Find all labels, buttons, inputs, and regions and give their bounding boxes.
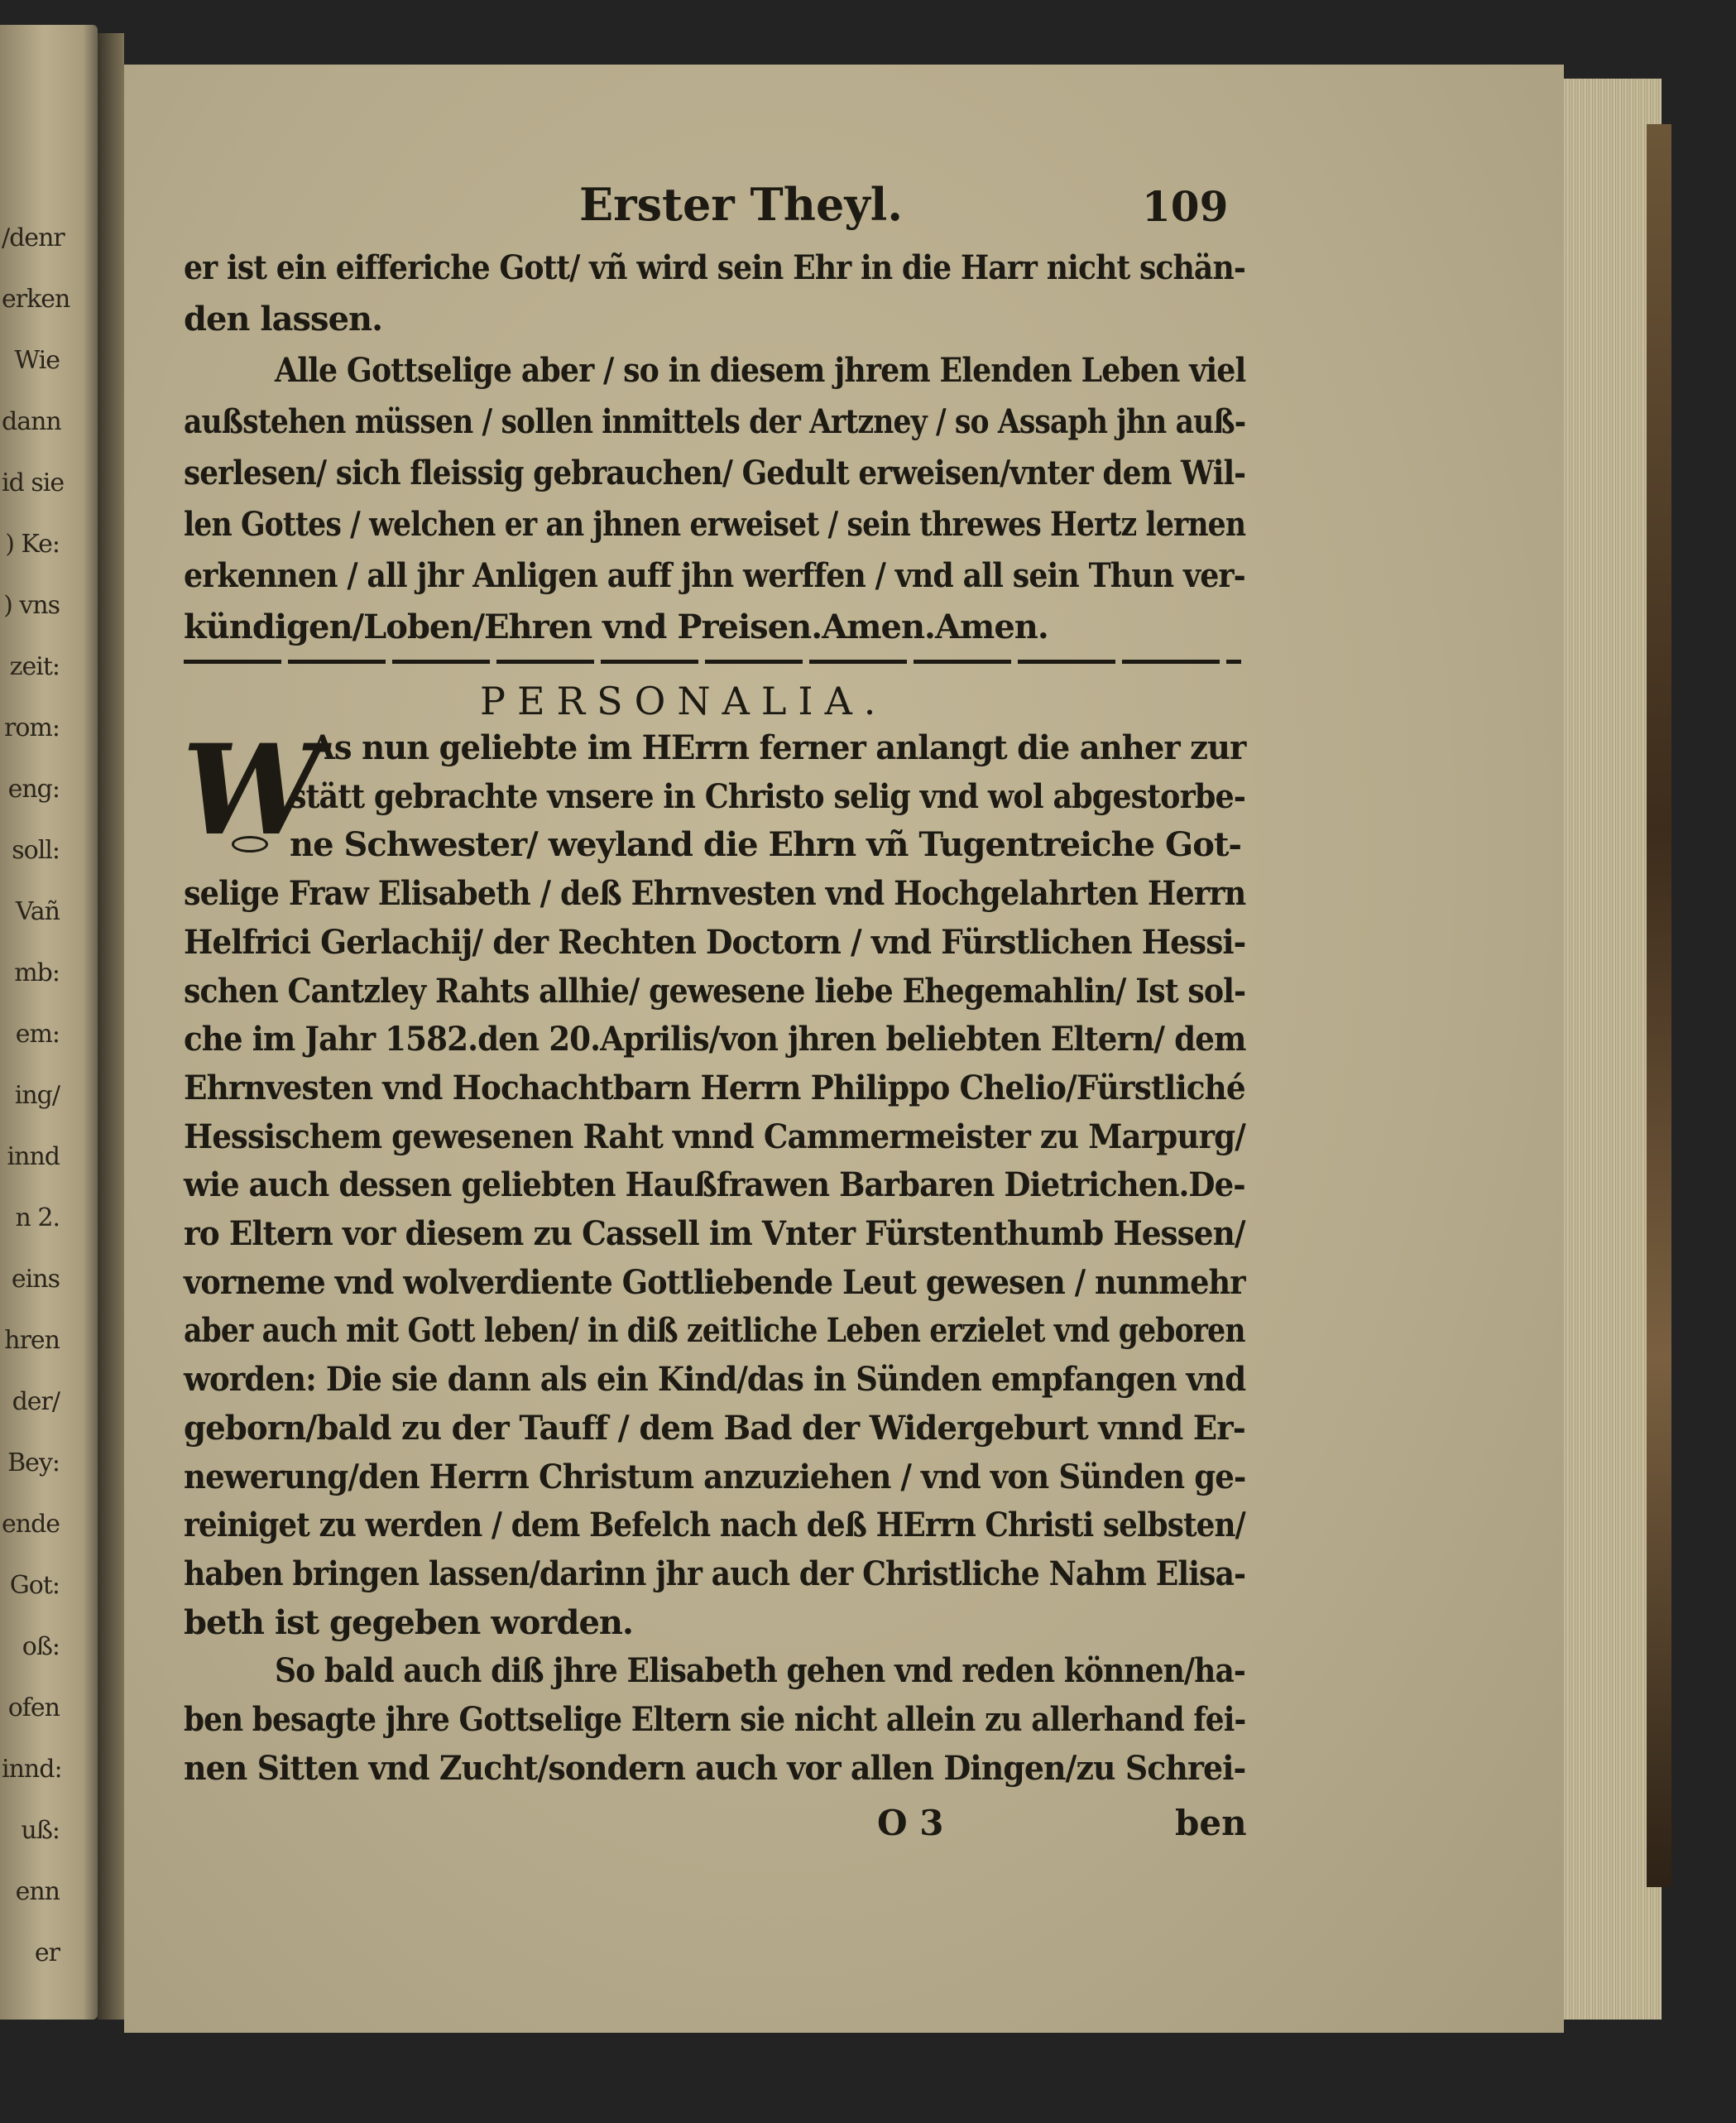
personalia-line: As nun geliebte im HErrn ferner anlangt die anher zur <box>310 728 1246 767</box>
personalia-line: schen Cantzley Rahts allhie/ gewesene liebe Ehegemahlin/ Ist sol- <box>184 972 1246 1011</box>
left-page-fragment: /denr <box>2 223 65 252</box>
personalia-line: Hessischem gewesenen Raht vnnd Cammermeister zu Marpurg/ <box>184 1117 1245 1156</box>
left-page-fragment: uß: <box>21 1816 60 1845</box>
personalia-line: worden: Die sie dann als ein Kind/das in Sünden empfangen vnd <box>184 1360 1246 1399</box>
left-page-fragment: zeit: <box>9 652 60 681</box>
personalia-line: wie auch dessen geliebten Haußfrawen Barbaren Dietrichen.De- <box>184 1165 1245 1204</box>
left-page-fragment: enn <box>15 1877 60 1906</box>
personalia-line: stätt gebrachte vnsere in Christo selig vnd wol abgestorbe- <box>290 777 1245 816</box>
left-page-fragment: hren <box>4 1326 60 1355</box>
running-title: Erster Theyl. <box>579 178 904 231</box>
personalia-line: selige Fraw Elisabeth / deß Ehrnvesten vnd Hochgelahrten Herrn <box>184 874 1246 913</box>
signature-mark: O 3 <box>877 1803 944 1843</box>
personalia-line: So bald auch diß jhre Elisabeth gehen vnd reden können/ha- <box>275 1651 1245 1690</box>
left-page-fragment: mb: <box>14 958 60 987</box>
left-page-fragment: der/ <box>12 1387 60 1416</box>
drop-initial: W <box>182 718 322 863</box>
personalia-line: haben bringen lassen/darinn jhr auch der Christliche Nahm Elisa- <box>184 1554 1246 1593</box>
left-page-fragment: eins <box>11 1265 60 1294</box>
left-page-fragment: ofen <box>7 1693 60 1722</box>
personalia-line: newerung/den Herrn Christum anzuziehen / vnd von Sünden ge- <box>184 1458 1246 1496</box>
left-page-fragment: rom: <box>4 713 60 742</box>
left-page-fragment: Vañ <box>15 897 60 926</box>
body-line: erkennen / all jhr Anligen auff jhn werffen / vnd all sein Thun ver- <box>184 556 1245 595</box>
section-title: PERSONALIA. <box>480 679 888 723</box>
left-page-fragment: id sie <box>2 468 65 497</box>
left-page-fragment: ) Ke: <box>5 530 60 559</box>
personalia-line: ro Eltern vor diesem zu Cassell im Vnter Fürstenthumb Hessen/ <box>184 1214 1245 1253</box>
left-page-fragment: eng: <box>7 775 60 804</box>
left-page-fragment: Bey: <box>7 1448 60 1477</box>
left-page-fragment: Wie <box>14 346 60 375</box>
left-page-fragment: innd: <box>2 1755 62 1784</box>
left-page-fragment: er <box>34 1938 60 1967</box>
body-line: er ist ein eifferiche Gott/ vñ wird sein Ehr in die Harr nicht schän- <box>184 248 1245 287</box>
personalia-line: nen Sitten vnd Zucht/sondern auch vor allen Dingen/zu Schrei- <box>184 1749 1246 1788</box>
book-cover-edge <box>1647 124 1671 1887</box>
body-line: kündigen/Loben/Ehren vnd Preisen.Amen.Amen. <box>184 608 1048 646</box>
body-line: außstehen müssen / sollen inmittels der Artzney / so Assaph jhn auß- <box>184 402 1246 441</box>
personalia-line: vorneme vnd wolverdiente Gottliebende Leut gewesen / nunmehr <box>184 1263 1245 1302</box>
facing-left-page <box>0 25 98 2020</box>
page-number: 109 <box>1142 182 1229 231</box>
section-divider-rule <box>184 660 1241 664</box>
left-page-fragment: n 2. <box>15 1203 60 1232</box>
personalia-line: Helfrici Gerlachij/ der Rechten Doctorn / vnd Fürstlichen Hessi- <box>184 923 1246 962</box>
book-gutter <box>98 33 124 2020</box>
catchword: ben <box>1175 1803 1247 1843</box>
body-line: serlesen/ sich fleissig gebrauchen/ Gedult erweisen/vnter dem Wil- <box>184 454 1246 492</box>
personalia-line: geborn/bald zu der Tauff / dem Bad der Widergeburt vnnd Er- <box>184 1409 1245 1448</box>
personalia-line: ben besagte jhre Gottselige Eltern sie nicht allein zu allerhand fei- <box>184 1700 1246 1739</box>
left-page-fragment: soll: <box>12 836 60 865</box>
left-page-fragment: ) vns <box>3 591 60 620</box>
personalia-line: Ehrnvesten vnd Hochachtbarn Herrn Philippo Chelio/Fürstliché <box>184 1069 1245 1107</box>
left-page-fragment: ing/ <box>14 1081 60 1110</box>
left-page-fragment: innd <box>7 1142 60 1171</box>
initial-flourish <box>232 836 268 853</box>
body-line: Alle Gottselige aber / so in diesem jhrem Elenden Leben viel <box>275 351 1246 390</box>
left-page-fragment: ende <box>2 1510 60 1539</box>
left-page-fragment: oß: <box>22 1632 60 1661</box>
body-line: len Gottes / welchen er an jhnen erweiset / sein threwes Hertz lernen <box>184 505 1246 544</box>
left-page-fragment: dann <box>2 407 61 436</box>
personalia-line: aber auch mit Gott leben/ in diß zeitliche Leben erzielet vnd geboren <box>184 1311 1245 1350</box>
left-page-fragment: Got: <box>9 1571 60 1600</box>
personalia-line: ne Schwester/ weyland die Ehrn vñ Tugentreiche Got- <box>290 825 1241 864</box>
personalia-line: che im Jahr 1582.den 20.Aprilis/von jhren beliebten Eltern/ dem <box>184 1020 1246 1059</box>
left-page-fragment: em: <box>15 1020 60 1049</box>
left-page-fragment: erken <box>2 285 70 314</box>
body-line: den lassen. <box>184 300 383 339</box>
personalia-line: beth ist gegeben worden. <box>184 1603 633 1642</box>
personalia-line: reiniget zu werden / dem Befelch nach deß HErrn Christi selbsten/ <box>184 1506 1245 1544</box>
